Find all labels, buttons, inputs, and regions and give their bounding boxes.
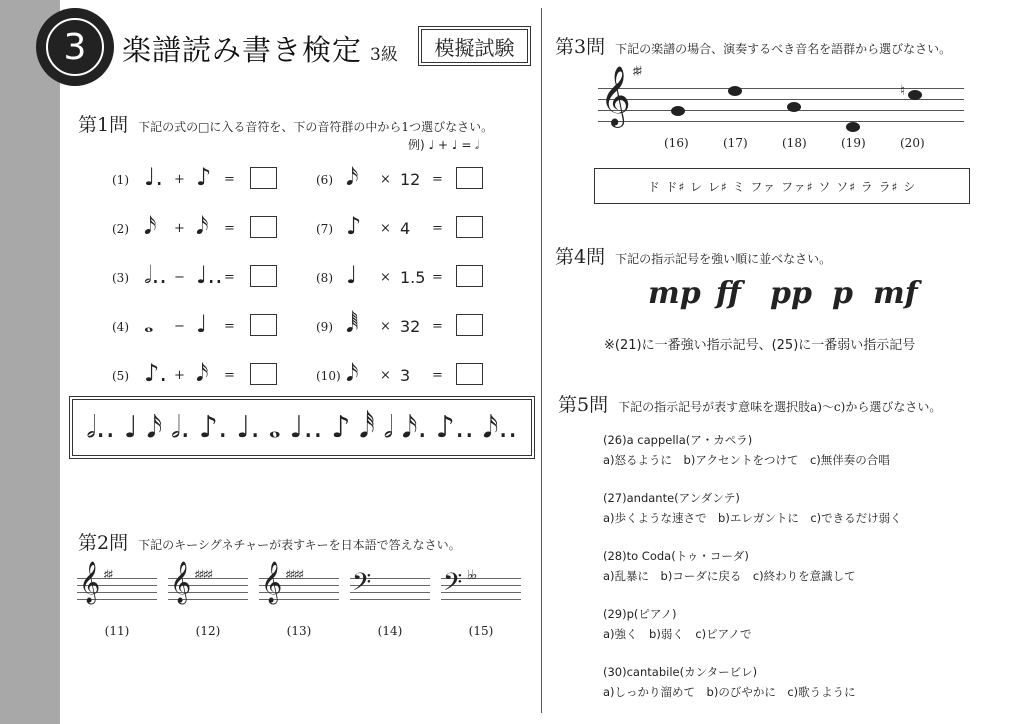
bank-note: ♩.. (289, 410, 323, 445)
q2-text: 下記のキーシグネチャーが表すキーを日本語で答えなさい。 (138, 538, 461, 552)
answer-box[interactable] (250, 216, 277, 238)
clef-icon: 𝄢 (352, 568, 372, 603)
q1-item-equals: = (224, 172, 235, 187)
q1-item-multiplier: 12 (400, 170, 421, 189)
q2-label: 第2問 (78, 532, 129, 554)
answer-box[interactable] (250, 363, 277, 385)
q2-item-number: (13) (286, 624, 312, 638)
q1-item-note-a: 𝅝 (144, 310, 154, 338)
q1-item-equals: = (432, 221, 443, 236)
q3-note-number: (18) (782, 136, 807, 150)
q1-item-equals: = (432, 270, 443, 285)
q1-text: 下記の式の□に入る音符を、下の音符群の中から1つ選びなさい。 (138, 120, 494, 134)
grade-label: 3級 (370, 45, 398, 65)
q4-note: ※(21)に一番強い指示記号、(25)に一番弱い指示記号 (604, 338, 916, 353)
answer-box[interactable] (250, 265, 277, 287)
q1-item-equals: = (224, 319, 235, 334)
note-bank (69, 396, 535, 459)
q5-options: a)しっかり溜めて b)のびやかに c)歌うように (603, 685, 856, 699)
clef-icon: 𝄢 (443, 568, 463, 603)
q1-item-note-a: 𝅘𝅥𝅯 (346, 163, 359, 191)
q3-note-number: (19) (841, 136, 866, 150)
natural-sign-icon: ♮ (900, 83, 906, 99)
clef-icon: 𝄞 (79, 562, 101, 603)
dynamic-mark: pp (770, 276, 812, 311)
left-sidebar-strip (0, 0, 60, 724)
q1-item-number: (9) (316, 320, 333, 334)
key-signature-staff (259, 562, 339, 603)
answer-box[interactable] (456, 314, 483, 336)
q1-item-operator: + (174, 172, 185, 187)
key-signature-staff (77, 562, 157, 603)
q5-term: (29)p(ピアノ) (603, 607, 677, 621)
q5-options: a)強く b)弱く c)ピアノで (603, 627, 752, 641)
column-divider (541, 8, 542, 713)
q1-item-note-b: 𝅘𝅥𝅯 (196, 212, 209, 240)
q1-item-number: (8) (316, 271, 333, 285)
q1-item-operator: × (380, 221, 391, 236)
q1-item-number: (5) (112, 369, 129, 383)
clef-icon: 𝄞 (170, 562, 192, 603)
q1-item-multiplier: 32 (400, 317, 421, 336)
q1-item-number: (7) (316, 222, 333, 236)
clef-icon: 𝄞 (261, 562, 283, 603)
bank-note: 𝅘𝅥𝅯 (146, 410, 163, 445)
key-signature-staff (350, 568, 430, 603)
q1-item-operator: × (380, 270, 391, 285)
mock-exam-label: 模擬試験 (418, 26, 531, 66)
bank-note: ♩ (123, 410, 138, 445)
dynamic-mark: mp (648, 276, 701, 311)
q1-item-note-a: ♩. (144, 163, 163, 191)
page-title: 楽譜読み書き検定 (122, 33, 363, 67)
q1-item-note-a: ♪ (346, 212, 362, 240)
q1-item-equals: = (224, 270, 235, 285)
q1-item-operator: − (174, 270, 185, 285)
answer-box[interactable] (456, 363, 483, 385)
q5-term: (27)andante(アンダンテ) (603, 491, 740, 505)
q1-item-equals: = (224, 368, 235, 383)
q3-note-number: (20) (900, 136, 925, 150)
answer-box[interactable] (456, 265, 483, 287)
key-signature-accidentals: ♭♭ (467, 568, 476, 583)
key-signature-accidentals: ♯♯ (103, 568, 112, 583)
key-signature-staff (168, 562, 248, 603)
q3-text: 下記の楽譜の場合、演奏するべき音名を語群から選びなさい。 (615, 42, 952, 56)
answer-box[interactable] (456, 167, 483, 189)
q1-item-equals: = (432, 368, 443, 383)
key-signature-staff (441, 568, 521, 603)
bank-note: 𝅗𝅥. (171, 410, 191, 445)
q2-heading (78, 528, 461, 555)
q5-options: a)怒るように b)アクセントをつけて c)無伴奏の合唱 (603, 453, 890, 467)
q1-item-note-b: ♩ (196, 310, 208, 338)
treble-clef-icon: 𝄞 (600, 66, 631, 126)
section-number-badge (36, 8, 114, 86)
note-head-17 (728, 86, 742, 96)
q1-item-operator: × (380, 172, 391, 187)
q2-item-number: (15) (468, 624, 494, 638)
q1-item-note-a: ♪. (144, 359, 167, 387)
q1-item-equals: = (432, 319, 443, 334)
q3-staff (598, 64, 964, 126)
key-signature: ♯♯ (632, 64, 640, 80)
q5-options: a)歩くような速さで b)エレガントに c)できるだけ弱く (603, 511, 902, 525)
answer-box[interactable] (250, 314, 277, 336)
answer-box[interactable] (456, 216, 483, 238)
q1-item-note-b: 𝅘𝅥𝅯 (196, 359, 209, 387)
q1-item-note-b: ♩.. (196, 261, 223, 289)
q4-label: 第4問 (555, 246, 606, 268)
q5-text: 下記の指示記号が表す意味を選択肢a)〜c)から選びなさい。 (618, 400, 942, 414)
q2-item-number: (14) (377, 624, 403, 638)
note-head-16 (671, 106, 685, 116)
q1-item-note-a: 𝅗𝅥.. (144, 261, 167, 289)
key-signature-accidentals: ♯♯♯♯ (285, 568, 303, 583)
q1-item-note-a: ♩ (346, 261, 358, 289)
q2-item-number: (11) (104, 624, 130, 638)
q1-item-operator: × (380, 368, 391, 383)
q1-example: 例) ♩ + ♩ = 𝅗𝅥 (408, 138, 479, 152)
q2-item-number: (12) (195, 624, 221, 638)
bank-note: ♪. (198, 410, 228, 445)
section-number: 3 (46, 18, 104, 76)
bank-note: ♪.. (435, 410, 474, 445)
q5-heading (558, 390, 941, 417)
q1-heading (78, 110, 493, 137)
q1-item-note-a: 𝅘𝅥𝅯 (144, 212, 157, 240)
q1-item-note-b: ♪ (196, 163, 212, 191)
q1-item-operator: − (174, 319, 185, 334)
q3-note-number: (17) (723, 136, 748, 150)
note-head-20 (908, 90, 922, 100)
dynamic-mark: mf (873, 276, 918, 311)
q1-item-operator: × (380, 319, 391, 334)
q4-text: 下記の指示記号を強い順に並べなさい。 (615, 252, 832, 266)
dynamic-mark: p (832, 276, 853, 311)
q1-item-note-a: 𝅘𝅥𝅱 (346, 310, 359, 338)
bank-note: 𝅝 (268, 410, 281, 445)
note-head-18 (787, 102, 801, 112)
answer-box[interactable] (250, 167, 277, 189)
q1-item-number: (1) (112, 173, 129, 187)
q3-label: 第3問 (555, 36, 606, 58)
bank-note: 𝅗𝅥 (383, 410, 394, 445)
q3-choices: ド ド♯ レ レ♯ ミ ファ ファ♯ ソ ソ♯ ラ ラ♯ シ (594, 168, 970, 204)
q3-heading (555, 32, 951, 59)
q5-label: 第5問 (558, 394, 609, 416)
dynamic-mark: ff (716, 276, 741, 311)
bank-note: 𝅘𝅥𝅰 (359, 410, 375, 445)
q1-item-number: (6) (316, 173, 333, 187)
bank-note: 𝅘𝅥𝅯. (401, 410, 428, 445)
q5-term: (30)cantabile(カンタービレ) (603, 665, 758, 679)
q5-term: (28)to Coda(トゥ・コーダ) (603, 549, 749, 563)
q1-item-number: (3) (112, 271, 129, 285)
q1-item-equals: = (432, 172, 443, 187)
q1-item-multiplier: 1.5 (400, 268, 426, 287)
q1-item-note-a: 𝅘𝅥𝅯 (346, 359, 359, 387)
q1-item-equals: = (224, 221, 235, 236)
bank-note: ♩. (236, 410, 260, 445)
bank-note: ♪ (331, 410, 351, 445)
bank-note: 𝅗𝅥.. (86, 410, 115, 445)
q1-item-operator: + (174, 368, 185, 383)
q1-item-multiplier: 3 (400, 366, 411, 385)
bank-note: 𝅘𝅥𝅯.. (482, 410, 518, 445)
q1-label: 第1問 (78, 114, 129, 136)
q1-item-operator: + (174, 221, 185, 236)
q1-item-number: (10) (316, 369, 341, 383)
q1-item-multiplier: 4 (400, 219, 411, 238)
q3-note-number: (16) (664, 136, 689, 150)
q4-heading (555, 242, 831, 269)
q5-options: a)乱暴に b)コーダに戻る c)終わりを意識して (603, 569, 856, 583)
note-head-19 (846, 122, 860, 132)
q1-item-number: (2) (112, 222, 129, 236)
key-signature-accidentals: ♯♯♯♯ (194, 568, 212, 583)
q1-item-number: (4) (112, 320, 129, 334)
q5-term: (26)a cappella(ア・カペラ) (603, 433, 753, 447)
